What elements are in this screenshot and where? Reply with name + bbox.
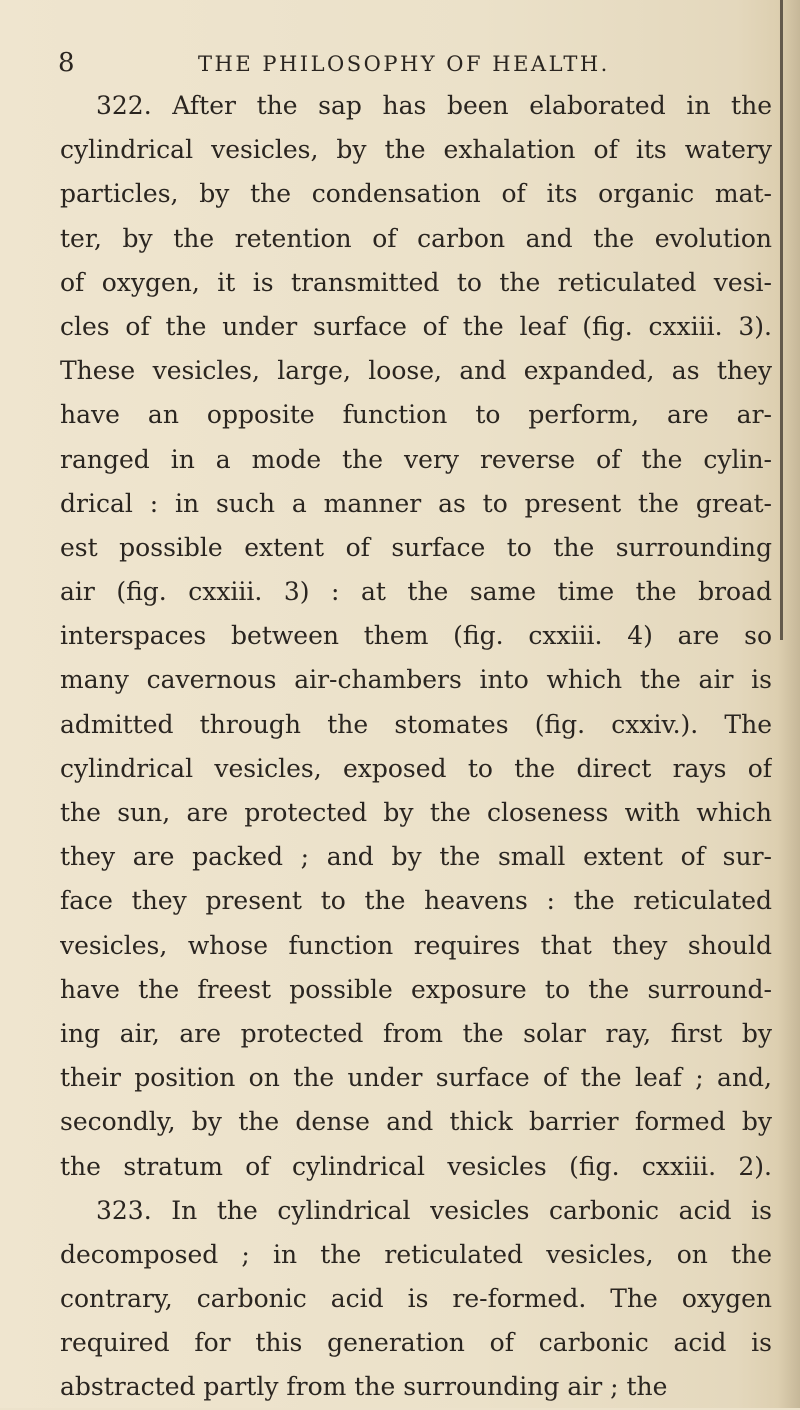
running-title: THE PHILOSOPHY OF HEALTH.	[198, 52, 610, 76]
text-line: decomposed ; in the reticulated vesicles, on the	[60, 1239, 772, 1269]
text-line: required for this generation of carbonic acid is	[60, 1328, 772, 1358]
text-line: 323. In the cylindrical vesicles carbonic acid is	[96, 1195, 772, 1225]
text-line: admitted through the stomates (fig. cxxiv.). The	[60, 709, 772, 739]
body-text	[60, 84, 772, 1410]
text-line: drical : in such a manner as to present the great-	[60, 488, 772, 518]
text-line: vesicles, whose function requires that they should	[60, 930, 772, 960]
text-line: These vesicles, large, loose, and expanded, as they	[60, 356, 772, 386]
text-line: ter, by the retention of carbon and the evolution	[60, 223, 772, 253]
text-line: interspaces between them (fig. cxxiii. 4) are so	[60, 621, 772, 651]
text-line: have an opposite function to perform, are ar-	[60, 400, 772, 430]
text-line: cylindrical vesicles, by the exhalation of its watery	[60, 135, 772, 165]
text-line: they are packed ; and by the small extent of sur-	[60, 842, 772, 872]
page-number: 8	[58, 48, 76, 78]
text-line: many cavernous air-chambers into which the air is	[60, 665, 772, 695]
text-line: 322. After the sap has been elaborated in the	[96, 91, 772, 120]
text-line: cylindrical vesicles, exposed to the direct rays of	[60, 753, 772, 783]
text-line: face they present to the heavens : the reticulated	[60, 886, 772, 916]
text-line: air (fig. cxxiii. 3) : at the same time the broad	[60, 577, 772, 607]
text-line: particles, by the condensation of its organic mat-	[60, 179, 772, 209]
text-line: abstracted partly from the surrounding air ; the	[60, 1372, 668, 1402]
text-line: cles of the under surface of the leaf (fig. cxxiii. 3).	[60, 311, 772, 341]
text-line: the stratum of cylindrical vesicles (fig. cxxiii. 2).	[60, 1151, 772, 1181]
text-line: ing air, are protected from the solar ray, first by	[60, 1018, 772, 1048]
page-header	[58, 48, 748, 88]
text-line: contrary, carbonic acid is re-formed. The oxygen	[60, 1284, 772, 1314]
text-line: have the freest possible exposure to the surround-	[60, 974, 772, 1004]
text-line: secondly, by the dense and thick barrier formed by	[60, 1107, 772, 1137]
text-line: ranged in a mode the very reverse of the cylin-	[60, 444, 772, 474]
text-line: of oxygen, it is transmitted to the reticulated vesi-	[60, 267, 772, 297]
text-line: the sun, are protected by the closeness with which	[60, 798, 772, 827]
text-line: their position on the under surface of the leaf ; and,	[60, 1063, 772, 1093]
page-edge-line	[780, 0, 783, 640]
text-line: est possible extent of surface to the surrounding	[60, 532, 772, 562]
